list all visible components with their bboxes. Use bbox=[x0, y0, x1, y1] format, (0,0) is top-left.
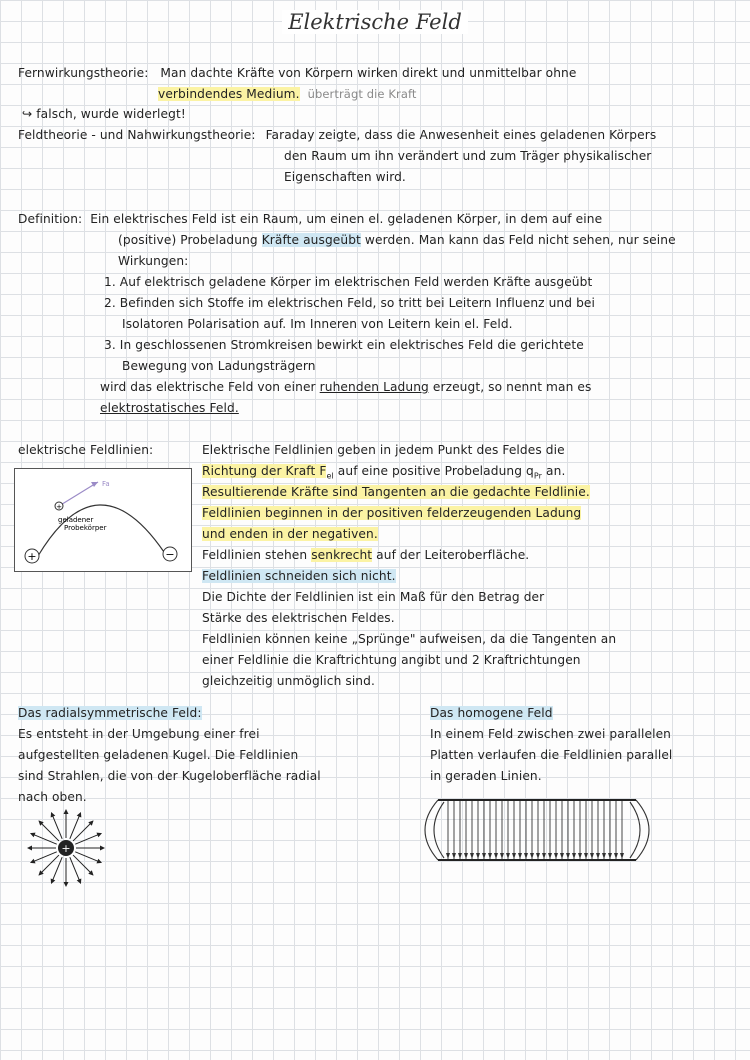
radial-arrowhead bbox=[27, 846, 32, 851]
homog-arrowhead bbox=[536, 853, 540, 859]
homog-arrowhead bbox=[470, 853, 474, 859]
feldlinien-text-11: einer Feldlinie die Kraftrichtung angibt und 2 Kraftrichtungen bbox=[202, 653, 581, 667]
definition-text-1: Ein elektrisches Feld ist ein Raum, um einen el. geladenen Körper, in dem auf eine bbox=[90, 212, 603, 226]
homog-arrowhead bbox=[614, 853, 618, 859]
homog-arrowhead bbox=[458, 853, 462, 859]
radial-arrowhead bbox=[100, 846, 105, 851]
feldlinien-text-9: Stärke des elektrischen Feldes. bbox=[202, 611, 395, 625]
definition-highlight: Kräfte ausgeübt bbox=[261, 233, 361, 247]
homog-arrowhead bbox=[596, 853, 600, 859]
static-text-b: erzeugt, so nennt man es bbox=[432, 380, 592, 394]
radial-svg bbox=[24, 806, 108, 890]
homog-title-line bbox=[430, 703, 553, 724]
feldtheorie-text-1: Faraday zeigte, dass die Anwesenheit eines geladenen Körpers bbox=[265, 128, 657, 142]
positive-charge-sign: + bbox=[27, 550, 37, 563]
feldlinien-text-10: Feldlinien können keine „Sprünge" aufweisen, da die Tangenten an bbox=[202, 632, 617, 646]
homog-title: Das homogene Feld bbox=[430, 706, 553, 720]
homogeneous-diagram bbox=[408, 792, 666, 868]
fernwirkung-line-3 bbox=[22, 104, 186, 125]
radial-arrowhead bbox=[64, 809, 69, 814]
homog-arrowhead bbox=[578, 853, 582, 859]
homog-arrowhead bbox=[446, 853, 450, 859]
feldlinien-text-5: und enden in der negativen. bbox=[202, 527, 378, 541]
fernwirkung-text-1: Man dachte Kräfte von Körpern wirken direkt und unmittelbar ohne bbox=[160, 66, 577, 80]
feldlinien-text-2b: auf eine positive Probeladung q bbox=[337, 464, 534, 478]
feldlinien-text-12: gleichzeitig unmöglich sind. bbox=[202, 674, 375, 688]
radial-text-2: aufgestellten geladenen Kugel. Die Feldlinien bbox=[18, 748, 299, 762]
homog-arrowhead bbox=[548, 853, 552, 859]
fernwirkung-note: überträgt die Kraft bbox=[307, 87, 417, 101]
fieldline-svg bbox=[14, 468, 192, 572]
homog-arrowhead bbox=[482, 853, 486, 859]
test-body-label-1: geladener bbox=[58, 516, 94, 524]
test-body-label-2: Probekörper bbox=[64, 524, 107, 532]
definition-label: Definition: bbox=[18, 212, 83, 226]
homog-arrowhead bbox=[500, 853, 504, 859]
homog-arrowhead bbox=[488, 853, 492, 859]
force-label: Fa bbox=[102, 480, 110, 488]
homog-arrowhead bbox=[584, 853, 588, 859]
feldtheorie-line-1 bbox=[18, 125, 656, 146]
feldlinien-text-2c: an. bbox=[546, 464, 566, 478]
fernwirkung-label: Fernwirkungstheorie: bbox=[18, 66, 149, 80]
homog-arrowhead bbox=[494, 853, 498, 859]
feldlinien-line-7 bbox=[202, 566, 396, 587]
effect-item-2b: Isolatoren Polarisation auf. Im Inneren von Leitern kein el. Feld. bbox=[122, 317, 513, 331]
radial-arrowhead bbox=[64, 882, 69, 887]
page-title: Elektrische Feld bbox=[0, 10, 750, 34]
static-text-a: wird das elektrische Feld von einer bbox=[100, 380, 316, 394]
feldlinien-text-6a: Feldlinien stehen bbox=[202, 548, 308, 562]
feldlinien-line-4 bbox=[202, 503, 581, 524]
homog-text-1: In einem Feld zwischen zwei parallelen bbox=[430, 727, 671, 741]
homog-arrowhead bbox=[572, 853, 576, 859]
homogeneous-svg bbox=[408, 792, 666, 868]
homog-arrowhead bbox=[512, 853, 516, 859]
feldlinien-text-4: Feldlinien beginnen in der positiven felderzeugenden Ladung bbox=[202, 506, 582, 520]
edge-arc-left-inner bbox=[434, 802, 444, 858]
edge-arc-left-outer bbox=[425, 800, 438, 860]
fieldline-diagram bbox=[14, 468, 192, 572]
homog-arrowhead bbox=[518, 853, 522, 859]
homog-text-2: Platten verlaufen die Feldlinien parallel bbox=[430, 748, 673, 762]
fernwirkung-highlight: verbindendes Medium. bbox=[158, 87, 300, 101]
radial-title-line bbox=[18, 703, 202, 724]
radial-title: Das radialsymmetrische Feld: bbox=[18, 706, 202, 720]
homog-arrowhead bbox=[452, 853, 456, 859]
homog-arrowhead bbox=[542, 853, 546, 859]
feldlinien-text-3: Resultierende Kräfte sind Tangenten an die gedachte Feldlinie. bbox=[202, 485, 590, 499]
static-line-1 bbox=[100, 377, 591, 398]
homog-arrowhead bbox=[476, 853, 480, 859]
feldlinien-line-6 bbox=[202, 545, 529, 566]
effect-item-3b: Bewegung von Ladungsträgern bbox=[122, 359, 316, 373]
homog-arrowhead bbox=[608, 853, 612, 859]
feldlinien-senkrecht: senkrecht bbox=[311, 548, 373, 562]
homog-arrowhead bbox=[554, 853, 558, 859]
feldtheorie-label: Feldtheorie - und Nahwirkungstheorie: bbox=[18, 128, 256, 142]
static-line-2 bbox=[100, 398, 239, 419]
feldlinien-label: elektrische Feldlinien: bbox=[18, 443, 154, 457]
edge-arc-right-outer bbox=[636, 800, 649, 860]
homog-arrowhead bbox=[590, 853, 594, 859]
effect-item-1: 1. Auf elektrisch geladene Körper im elektrischen Feld werden Kräfte ausgeübt bbox=[104, 275, 593, 289]
definition-text-2b: werden. Man kann das Feld nicht sehen, nur seine bbox=[364, 233, 676, 247]
arrow-right-icon: ↪ bbox=[22, 107, 33, 121]
fernwirkung-line-1 bbox=[18, 63, 576, 84]
definition-line-1 bbox=[18, 209, 602, 230]
effect-item-3a: 3. In geschlossenen Stromkreisen bewirkt ein elektrisches Feld die gerichtete bbox=[104, 338, 584, 352]
feldlinien-text-7: Feldlinien schneiden sich nicht. bbox=[202, 569, 396, 583]
homog-arrowhead bbox=[530, 853, 534, 859]
negative-charge-sign: − bbox=[165, 548, 175, 561]
feldtheorie-text-3: Eigenschaften wird. bbox=[284, 170, 406, 184]
fernwirkung-refuted: falsch, wurde widerlegt! bbox=[36, 107, 186, 121]
test-charge-sign: + bbox=[56, 503, 62, 511]
definition-text-2a: (positive) Probeladung bbox=[118, 233, 258, 247]
feldlinien-line-5 bbox=[202, 524, 378, 545]
radial-text-1: Es entsteht in der Umgebung einer frei bbox=[18, 727, 260, 741]
edge-arc-right-inner bbox=[630, 802, 640, 858]
fernwirkung-line-2 bbox=[158, 84, 417, 105]
feldlinien-force-highlight: Richtung der Kraft F bbox=[202, 464, 327, 478]
radial-text-3: sind Strahlen, die von der Kugeloberfläche radial bbox=[18, 769, 321, 783]
feldlinien-line-2: Richtung der Kraft $F_{el}$ auf eine positive Probeladung $q_{Pr}$ an. bbox=[202, 464, 566, 481]
radial-center-sign: + bbox=[61, 842, 71, 855]
homog-text-3: in geraden Linien. bbox=[430, 769, 542, 783]
homog-arrowhead bbox=[602, 853, 606, 859]
homog-arrowhead bbox=[560, 853, 564, 859]
homog-arrowhead bbox=[506, 853, 510, 859]
radial-text-4: nach oben. bbox=[18, 790, 87, 804]
homog-arrowhead bbox=[524, 853, 528, 859]
definition-line-2 bbox=[118, 230, 676, 251]
homog-arrowhead bbox=[620, 853, 624, 859]
feldlinien-text-1: Elektrische Feldlinien geben in jedem Punkt des Feldes die bbox=[202, 443, 565, 457]
homogeneous-field-lines bbox=[446, 801, 624, 859]
feldtheorie-text-2: den Raum um ihn verändert und zum Träger physikalischer bbox=[284, 149, 652, 163]
homog-arrowhead bbox=[566, 853, 570, 859]
feldlinien-text-8: Die Dichte der Feldlinien ist ein Maß für den Betrag der bbox=[202, 590, 545, 604]
static-term: elektrostatisches Feld. bbox=[100, 401, 239, 415]
radial-diagram bbox=[24, 806, 108, 890]
feldlinien-text-6b: auf der Leiteroberfläche. bbox=[376, 548, 530, 562]
static-underlined: ruhenden Ladung bbox=[319, 380, 429, 394]
definition-text-3: Wirkungen: bbox=[118, 254, 189, 268]
effect-item-2a: 2. Befinden sich Stoffe im elektrischen Feld, so tritt bei Leitern Influenz und bei bbox=[104, 296, 595, 310]
homog-arrowhead bbox=[464, 853, 468, 859]
feldlinien-line-3 bbox=[202, 482, 590, 503]
